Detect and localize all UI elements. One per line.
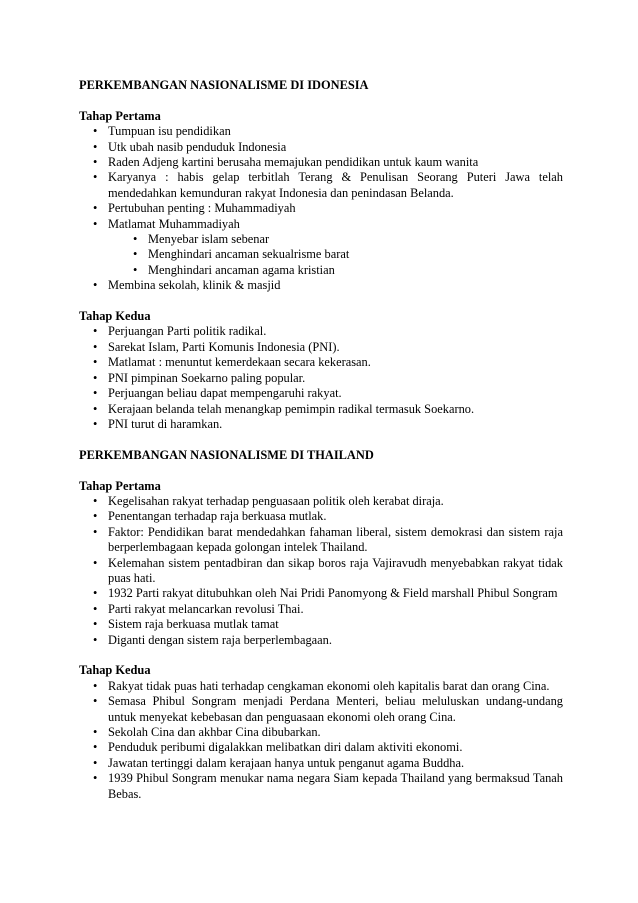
list-item: • Sarekat Islam, Parti Komunis Indonesia (PNI). [79,340,563,355]
list-item: • Semasa Phibul Songram menjadi Perdana Menteri, beliau meluluskan undang-undang untuk menyekat kebebasan dan penguasaan ekonomi oleh orang Cina. [79,694,563,725]
list-item: • 1932 Parti rakyat ditubuhkan oleh Nai Pridi Panomyong & Field marshall Phibul Songram [79,586,563,601]
list-item: • Sistem raja berkuasa mutlak tamat [79,617,563,632]
list-item: • Rakyat tidak puas hati terhadap cengkaman ekonomi oleh kapitalis barat dan orang Cina. [79,679,563,694]
list-item: • Matlamat Muhammadiyah [79,217,563,232]
sublist-item: • Menyebar islam sebenar [79,232,563,247]
list-item: • Utk ubah nasib penduduk Indonesia [79,140,563,155]
indonesia-stage2-heading: Tahap Kedua [79,309,151,324]
thailand-stage2-list [79,679,563,802]
list-item: • Kerajaan belanda telah menangkap pemimpin radikal termasuk Soekarno. [79,402,563,417]
thailand-stage2-heading: Tahap Kedua [79,663,151,678]
list-item: • Diganti dengan sistem raja berperlembagaan. [79,633,563,648]
list-item: • Perjuangan beliau dapat mempengaruhi rakyat. [79,386,563,401]
list-item: • Kelemahan sistem pentadbiran dan sikap boros raja Vajiravudh menyebabkan rakyat tidak puas hati. [79,556,563,587]
indonesia-stage1-list [79,124,563,293]
sublist-item: • Menghindari ancaman sekualrisme barat [79,247,563,262]
list-item: • Raden Adjeng kartini berusaha memajukan pendidikan untuk kaum wanita [79,155,563,170]
thailand-stage1-list [79,494,563,648]
indonesia-stage1-heading: Tahap Pertama [79,108,161,123]
thailand-stage1-heading: Tahap Pertama [79,478,161,493]
list-item: • Membina sekolah, klinik & masjid [79,278,563,293]
list-item: • 1939 Phibul Songram menukar nama negara Siam kepada Thailand yang bermaksud Tanah Bebas. [79,771,563,802]
list-item: • Karyanya : habis gelap terbitlah Terang & Penulisan Seorang Puteri Jawa telah mendedahkan kemunduran rakyat Indonesia dan penindasan Belanda. [79,170,563,201]
indonesia-heading: PERKEMBANGAN NASIONALISME DI IDONESIA [79,78,369,92]
sublist-item: • Menghindari ancaman agama kristian [79,263,563,278]
list-item: • Kegelisahan rakyat terhadap penguasaan politik oleh kerabat diraja. [79,494,563,509]
muhammadiyah-goals-sublist [79,232,563,278]
list-item: • Jawatan tertinggi dalam kerajaan hanya untuk penganut agama Buddha. [79,756,563,771]
list-item: • Penentangan terhadap raja berkuasa mutlak. [79,509,563,524]
document-page [79,78,563,802]
list-item: • Matlamat : menuntut kemerdekaan secara kekerasan. [79,355,563,370]
indonesia-stage2-list [79,324,563,432]
list-item: • Faktor: Pendidikan barat mendedahkan fahaman liberal, sistem demokrasi dan sistem raja berperlembagaan kepada golongan intelek Thailand. [79,525,563,556]
list-item: • PNI pimpinan Soekarno paling popular. [79,371,563,386]
list-item: • Parti rakyat melancarkan revolusi Thai. [79,602,563,617]
list-item: • Penduduk peribumi digalakkan melibatkan diri dalam aktiviti ekonomi. [79,740,563,755]
list-item: • Sekolah Cina dan akhbar Cina dibubarkan. [79,725,563,740]
list-item: • PNI turut di haramkan. [79,417,563,432]
thailand-heading: PERKEMBANGAN NASIONALISME DI THAILAND [79,447,374,462]
list-item: • Tumpuan isu pendidikan [79,124,563,139]
list-item: • Perjuangan Parti politik radikal. [79,324,563,339]
list-item: • Pertubuhan penting : Muhammadiyah [79,201,563,216]
